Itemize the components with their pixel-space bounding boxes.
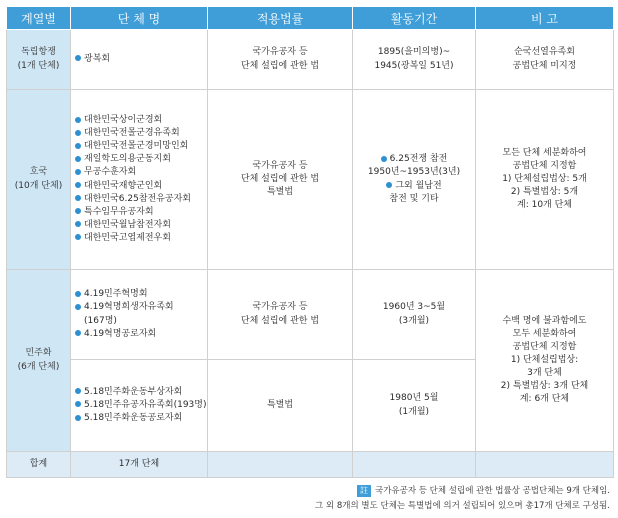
period-cell: 6.25전쟁 참전 1950년~1953년(3년) 그외 월남전 참전 및 기타 — [353, 90, 476, 270]
table-row — [7, 270, 614, 360]
bullet-icon — [75, 117, 81, 123]
header-law: 적용법률 — [208, 7, 353, 30]
group-list: 4.19민주혁명회 4.19혁명희생자유족회 (167명) 4.19혁명공로자회 — [71, 270, 208, 360]
bullet-icon — [75, 330, 81, 336]
empty-cell — [476, 452, 614, 478]
bullet-icon — [75, 156, 81, 162]
list-item: 대한민국월남참전자회 — [75, 219, 203, 232]
list-item: 무공수훈자회 — [75, 166, 203, 179]
list-item: 5.18민주화운동공로자회 — [75, 412, 203, 425]
law-cell: 국가유공자 등 단체 설립에 관한 법 — [208, 30, 353, 90]
total-value: 17개 단체 — [71, 452, 208, 478]
group-list — [71, 30, 208, 90]
list-item: 4.19민주혁명회 — [75, 288, 203, 301]
bullet-icon — [75, 388, 81, 394]
bullet-icon — [75, 169, 81, 175]
list-item: 5.18민주유공자유족회(193명) — [75, 399, 203, 412]
table-row — [7, 90, 614, 270]
bullet-icon — [75, 415, 81, 421]
category-cell: 호국 (10개 단체) — [7, 90, 71, 270]
bullet-icon — [75, 195, 81, 201]
header-note: 비 고 — [476, 7, 614, 30]
bullet-icon — [75, 143, 81, 149]
footnote — [315, 484, 610, 514]
group-list — [71, 90, 208, 270]
note-cell: 모든 단체 세분화하여 공법단체 지정함 1) 단체설립법상: 5개 2) 특별법상: 5개 계: 10개 단체 — [476, 90, 614, 270]
list-item: 대한민국전몰군경유족회 — [75, 127, 203, 140]
law-cell: 국가유공자 등 단체 설립에 관한 법 — [208, 270, 353, 360]
bullet-icon — [386, 182, 392, 188]
list-item: 재일학도의용군동지회 — [75, 153, 203, 166]
list-item: 4.19혁명희생자유족회 — [75, 301, 203, 314]
period-item: 그외 월남전 — [357, 180, 471, 193]
total-label: 합계 — [7, 452, 71, 478]
list-item: 4.19혁명공로자회 — [75, 328, 203, 341]
bullet-icon — [75, 291, 81, 297]
list-item: 특수임무유공자회 — [75, 206, 203, 219]
table-row — [7, 30, 614, 90]
bullet-icon — [75, 401, 81, 407]
list-item: 대한민국전몰군경미망인회 — [75, 140, 203, 153]
bullet-icon — [75, 55, 81, 61]
list-item: 대한민국고엽제전우회 — [75, 232, 203, 245]
list-item: 5.18민주화운동부상자회 — [75, 386, 203, 399]
empty-cell — [353, 452, 476, 478]
period-cell: 1895(을미의병)~ 1945(광복일 51년) — [353, 30, 476, 90]
footnote-line-2: 그 외 8개의 별도 단체는 특별법에 의거 설립되어 있으며 총17개 단체로 구성됨. — [315, 500, 610, 511]
note-cell: 순국선열유족회 공법단체 미지정 — [476, 30, 614, 90]
list-item: 광복회 — [75, 53, 203, 66]
group-list — [71, 360, 208, 452]
empty-cell — [208, 452, 353, 478]
list-item: 대한민국상이군경회 — [75, 114, 203, 127]
bullet-icon — [75, 304, 81, 310]
organizations-table — [6, 6, 614, 478]
note-cell: 수백 명에 불과함에도 모두 세분화하여 공법단체 지정함 1) 단체설립법상: 3개 단체 2) 특별법상: 3개 단체 계: 6개 단체 — [476, 270, 614, 452]
footnote-line-1: 국가유공자 등 단체 설립에 관한 법률상 공법단체는 9개 단체임. — [374, 486, 610, 496]
list-item: 대한민국6.25참전유공자회 — [75, 193, 203, 206]
table-header-row — [7, 7, 614, 30]
bullet-icon — [75, 130, 81, 136]
bullet-icon — [75, 182, 81, 188]
total-row — [7, 452, 614, 478]
list-item: 대한민국재향군인회 — [75, 180, 203, 193]
bullet-icon — [75, 221, 81, 227]
law-cell: 특별법 — [208, 360, 353, 452]
period-cell: 1960년 3~5월 (3개월) — [353, 270, 476, 360]
law-cell: 국가유공자 등 단체 설립에 관한 법 특별법 — [208, 90, 353, 270]
header-period: 활동기간 — [353, 7, 476, 30]
category-cell: 독립항쟁 (1개 단체) — [7, 30, 71, 90]
period-cell: 1980년 5월 (1개월) — [353, 360, 476, 452]
category-cell: 민주화 (6개 단체) — [7, 270, 71, 452]
bullet-icon — [75, 234, 81, 240]
header-category: 계열별 — [7, 7, 71, 30]
footnote-tag: 註 — [357, 485, 371, 497]
bullet-icon — [75, 208, 81, 214]
period-item: 6.25전쟁 참전 — [357, 153, 471, 166]
header-group-name: 단 체 명 — [71, 7, 208, 30]
bullet-icon — [381, 156, 387, 162]
